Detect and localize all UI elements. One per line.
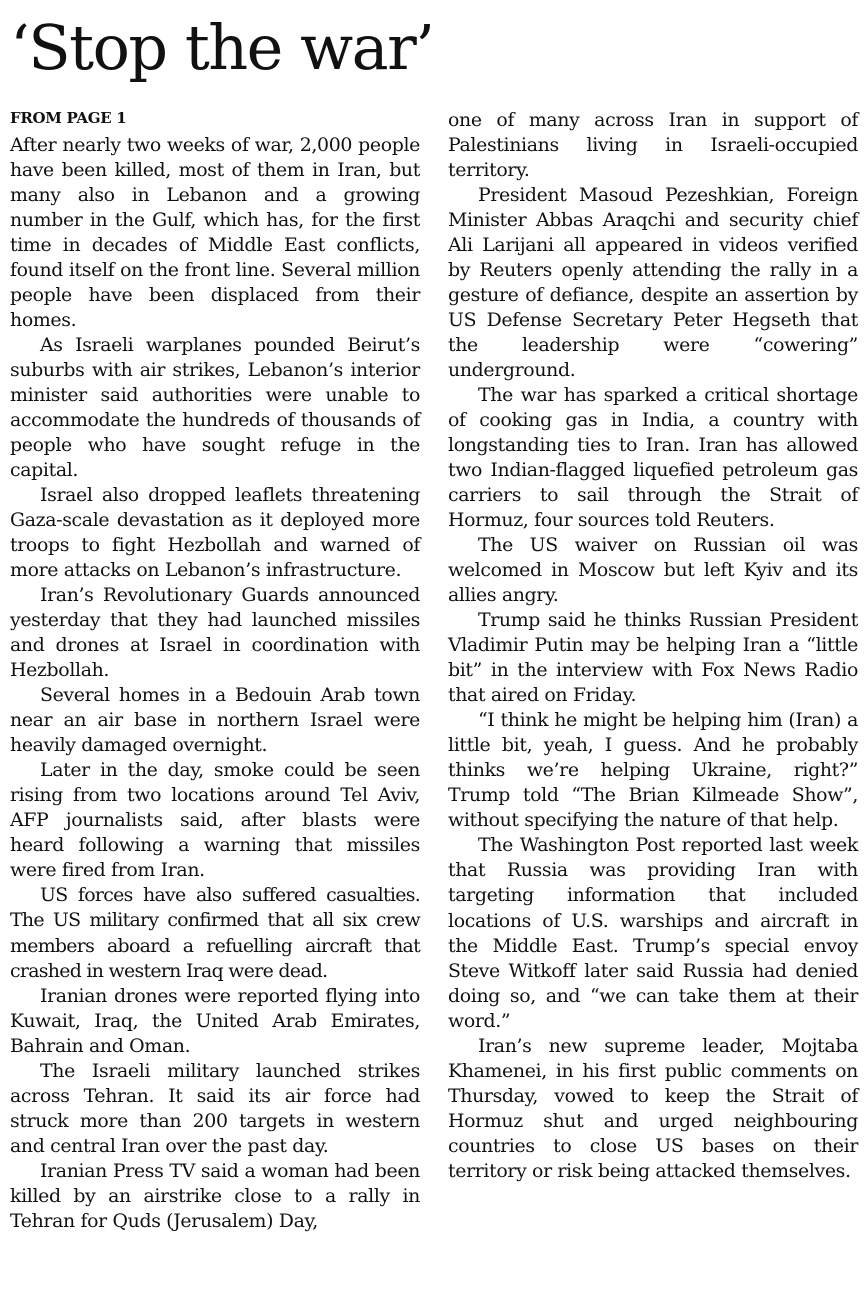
- article-column-2: [448, 108, 858, 1184]
- article-column-1: [10, 108, 420, 1234]
- article-paragraph: Trump said he thinks Russian President Vladimir Putin may be helping Iran a “little bit” in the interview with Fox News Radio that aired on Friday.: [448, 609, 858, 707]
- article-paragraph: Iran’s Revolutionary Guards announced yesterday that they had launched missiles and drones at Israel in coordination with Hezbollah.: [10, 584, 420, 682]
- article-paragraph: As Israeli warplanes pounded Beirut’s suburbs with air strikes, Lebanon’s interior minister said authorities were unable to accommodate the hundreds of thousands of people who have sought refuge in the capital.: [10, 334, 420, 482]
- article-paragraph: The Israeli military launched strikes across Tehran. It said its air force had struck more than 200 targets in western and central Iran over the past day.: [10, 1059, 420, 1157]
- article-paragraph: one of many across Iran in support of Palestinians living in Israeli-occupied territory.: [448, 109, 858, 182]
- article-paragraph: US forces have also suffered casualties. The US military confirmed that all six crew members aboard a refuelling aircraft that crashed in western Iraq were dead.: [10, 884, 420, 982]
- article-paragraph: “I think he might be helping him (Iran) a little bit, yeah, I guess. And he probably thinks we’re helping Ukraine, right?” Trump told “The Brian Kilmeade Show”, without specifying the nature of that help.: [448, 709, 858, 832]
- kicker: FROM PAGE 1: [10, 109, 127, 127]
- article-paragraph: The US waiver on Russian oil was welcomed in Moscow but left Kyiv and its allies angry.: [448, 534, 858, 607]
- headline: ‘Stop the war’: [10, 11, 434, 84]
- article-paragraph: Several homes in a Bedouin Arab town near an air base in northern Israel were heavily damaged overnight.: [10, 684, 420, 757]
- article-paragraph: Iran’s new supreme leader, Mojtaba Khamenei, in his first public comments on Thursday, vowed to keep the Strait of Hormuz shut and urged neighbouring countries to close US bases on their territory or risk being attacked themselves.: [448, 1034, 858, 1182]
- article-paragraph: Later in the day, smoke could be seen rising from two locations around Tel Aviv, AFP journalists said, after blasts were heard following a warning that missiles were fired from Iran.: [10, 759, 420, 882]
- article-paragraph: Iranian Press TV said a woman had been killed by an airstrike close to a rally in Tehran for Quds (Jerusalem) Day,: [10, 1159, 420, 1232]
- article-paragraph: Iranian drones were reported flying into Kuwait, Iraq, the United Arab Emirates, Bahrain and Oman.: [10, 984, 420, 1057]
- article-paragraph: After nearly two weeks of war, 2,000 people have been killed, most of them in Iran, but many also in Lebanon and a growing number in the Gulf, which has, for the first time in decades of Middle East conflicts, found itself on the front line. Several million people have been displaced from their homes.: [10, 134, 420, 332]
- article-paragraph: Israel also dropped leaflets threatening Gaza-scale devastation as it deployed more troops to fight Hezbollah and warned of more attacks on Lebanon’s infrastructure.: [10, 484, 420, 582]
- article-paragraph: The Washington Post reported last week that Russia was providing Iran with targeting information that included locations of U.S. warships and aircraft in the Middle East. Trump’s special envoy Steve Witkoff later said Russia had denied doing so, and “we can take them at their word.”: [448, 834, 858, 1032]
- article-paragraph: President Masoud Pezeshkian, Foreign Minister Abbas Araqchi and security chief Ali Larijani all appeared in videos verified by Reuters openly attending the rally in a gesture of defiance, despite an assertion by US Defense Secretary Peter Hegseth that the leadership were “cowering” underground.: [448, 184, 858, 382]
- article-paragraph: The war has sparked a critical shortage of cooking gas in India, a country with longstanding ties to Iran. Iran has allowed two Indian-flagged liquefied petroleum gas carriers to sail through the Strait of Hormuz, four sources told Reuters.: [448, 384, 858, 532]
